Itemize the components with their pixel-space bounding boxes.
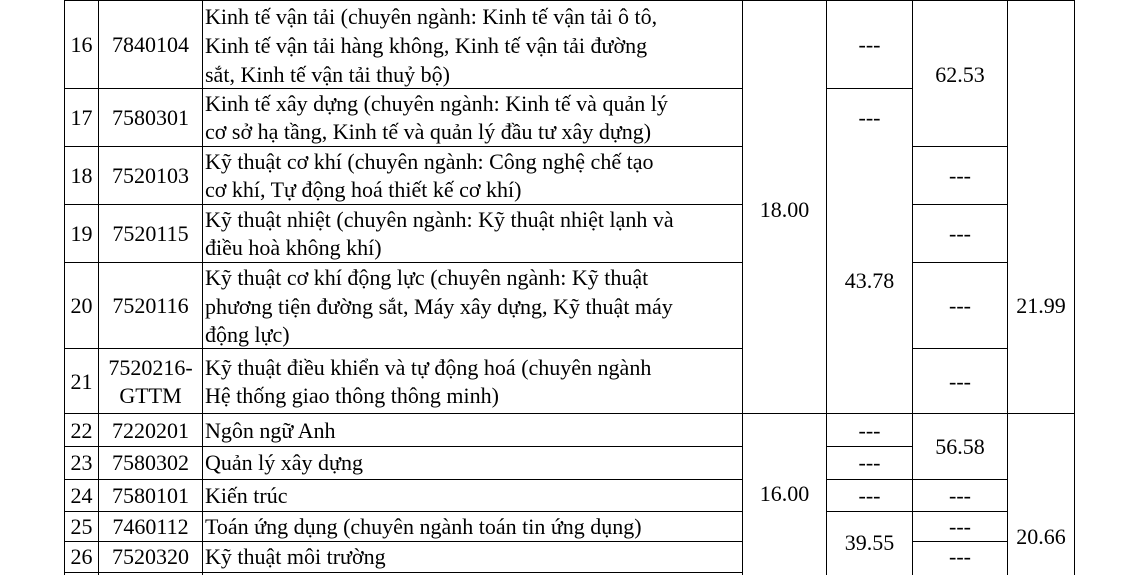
row-border — [912, 348, 1007, 349]
program-name-line: Kiến trúc — [205, 483, 288, 508]
program-name-line: Kỹ thuật cơ khí động lực (chuyên ngành: Kỹ thuật — [205, 265, 649, 290]
column-border — [1074, 0, 1075, 575]
program-code: 7580301 — [112, 105, 189, 130]
score-cell: --- — [858, 483, 881, 508]
program-name-line: Kỹ thuật cơ khí (chuyên ngành: Công nghệ chế tạo — [205, 149, 654, 174]
program-code: 7460112 — [112, 514, 189, 539]
row-border — [826, 446, 912, 447]
program-name-line: Quản lý xây dựng — [205, 450, 363, 475]
row-border — [826, 511, 912, 512]
program-name-line: cơ sở hạ tầng, Kinh tế và quản lý đầu tư xây dựng) — [205, 119, 652, 144]
row-border — [826, 88, 912, 89]
row-number: 23 — [70, 450, 93, 475]
row-number: 19 — [70, 221, 93, 246]
program-code: GTTM — [119, 383, 182, 408]
merged-score-cell: 16.00 — [759, 481, 810, 506]
row-border — [912, 146, 1007, 147]
program-code: 7840104 — [112, 32, 189, 57]
program-name-line: Kỹ thuật điều khiển và tự động hoá (chuyên ngành — [205, 355, 652, 380]
row-border — [64, 479, 742, 480]
column-border — [1007, 0, 1008, 575]
program-code: 7520103 — [112, 163, 189, 188]
row-number: 21 — [70, 369, 93, 394]
program-name-line: Kinh tế vận tải (chuyên ngành: Kinh tế vận tải ô tô, — [205, 4, 658, 29]
row-border — [64, 0, 1074, 1]
merged-score-cell: 62.53 — [935, 62, 985, 87]
program-code: 7520320 — [112, 544, 189, 569]
merged-score-cell: 56.58 — [935, 434, 985, 459]
score-cell: --- — [949, 514, 971, 539]
program-code: 7520116 — [112, 293, 189, 318]
program-name-line: Kỹ thuật môi trường — [205, 544, 386, 569]
merged-score-cell: 39.55 — [844, 530, 895, 555]
row-number: 26 — [70, 544, 93, 569]
row-number: 25 — [70, 514, 93, 539]
score-cell: --- — [949, 221, 971, 246]
program-code: 7520115 — [112, 221, 189, 246]
score-cell: --- — [949, 544, 971, 569]
row-number: 17 — [70, 105, 93, 130]
row-number: 24 — [70, 483, 93, 508]
program-name-line: Ngôn ngữ Anh — [205, 418, 336, 443]
row-border — [64, 446, 742, 447]
score-cell: --- — [949, 293, 971, 318]
program-code: 7520216- — [108, 355, 193, 380]
row-border — [912, 204, 1007, 205]
row-number: 20 — [70, 293, 93, 318]
program-name-line: sắt, Kinh tế vận tải thuỷ bộ) — [205, 62, 451, 87]
program-name-line: điều hoà không khí) — [205, 235, 382, 260]
score-cell: --- — [949, 369, 971, 394]
program-code: 7580302 — [112, 450, 189, 475]
program-name-line: động lực) — [205, 322, 290, 347]
row-border — [64, 572, 742, 573]
merged-score-cell: 18.00 — [759, 197, 810, 222]
program-name-line: phương tiện đường sắt, Máy xây dựng, Kỹ thuật máy — [205, 294, 673, 319]
column-border — [202, 0, 203, 575]
merged-score-cell: 21.99 — [1016, 293, 1066, 318]
row-number: 18 — [70, 163, 93, 188]
row-border — [826, 479, 912, 480]
row-number: 22 — [70, 418, 93, 443]
row-border — [64, 348, 742, 349]
score-cell: --- — [858, 418, 881, 443]
program-name-line: Kinh tế xây dựng (chuyên ngành: Kinh tế và quản lý — [205, 91, 668, 116]
program-code: 7580101 — [112, 483, 189, 508]
row-border — [912, 479, 1007, 480]
row-number: 16 — [70, 32, 93, 57]
program-name-line: cơ khí, Tự động hoá thiết kế cơ khí) — [205, 177, 522, 202]
score-cell: --- — [858, 32, 881, 57]
merged-score-cell: 20.66 — [1016, 524, 1066, 549]
program-code: 7220201 — [112, 418, 189, 443]
merged-score-cell: 43.78 — [844, 268, 895, 293]
program-name-line: Toán ứng dụng (chuyên ngành toán tin ứng dụng) — [205, 514, 642, 539]
row-border — [64, 413, 1074, 414]
program-name-line: Hệ thống giao thông thông minh) — [205, 383, 499, 408]
score-cell: --- — [949, 163, 971, 188]
program-name-line: Kỹ thuật nhiệt (chuyên ngành: Kỹ thuật nhiệt lạnh và — [205, 207, 674, 232]
row-border — [912, 262, 1007, 263]
score-cell: --- — [858, 105, 881, 130]
score-cell: --- — [949, 483, 971, 508]
program-name-line: Kinh tế vận tải hàng không, Kinh tế vận tải đường — [205, 33, 648, 58]
score-cell: --- — [858, 450, 881, 475]
